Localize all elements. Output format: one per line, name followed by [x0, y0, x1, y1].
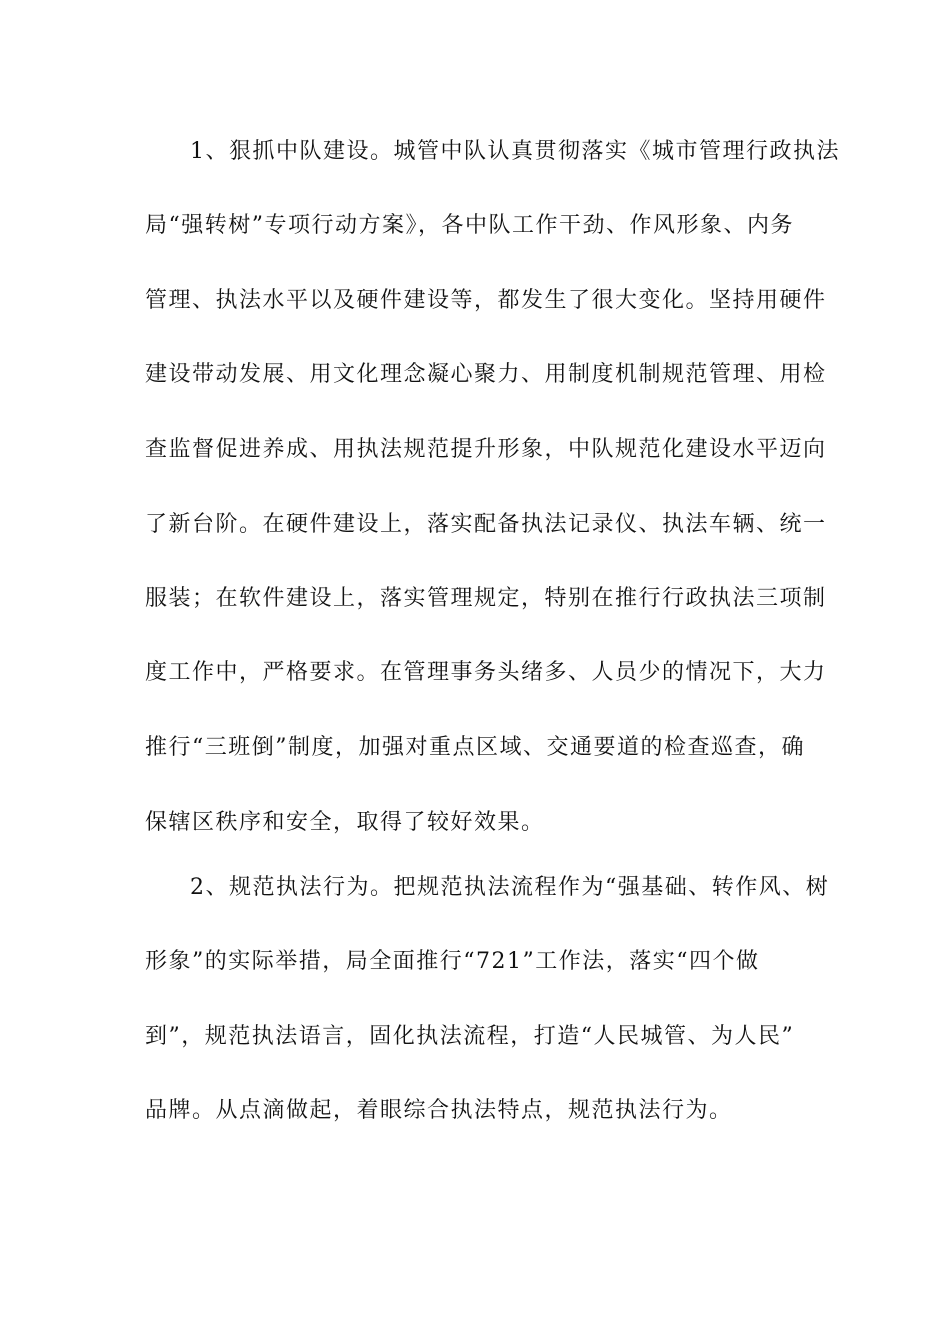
text-line: 品牌。从点滴做起，着眼综合执法特点，规范执法行为。 — [145, 1098, 733, 1123]
text-line: 推行“三班倒”制度，加强对重点区域、交通要道的检查巡查，确 — [145, 735, 805, 760]
text-line: 到”，规范执法语言，固化执法流程，打造“人民城管、为人民” — [145, 1024, 795, 1049]
text-line: 2、规范执法行为。把规范执法流程作为“强基础、转作风、树 — [190, 875, 830, 900]
text-line: 了新台阶。在硬件建设上，落实配备执法记录仪、执法车辆、统一 — [145, 512, 827, 537]
text-line: 1、狠抓中队建设。城管中队认真贯彻落实《城市管理行政执法 — [190, 139, 840, 164]
text-line: 保辖区秩序和安全，取得了较好效果。 — [145, 810, 545, 835]
text-line: 建设带动发展、用文化理念凝心聚力、用制度机制规范管理、用检 — [145, 362, 827, 387]
text-line: 局“强转树”专项行动方案》，各中队工作干劲、作风形象、内务 — [145, 213, 794, 238]
text-line: 度工作中，严格要求。在管理事务头绪多、人员少的情况下，大力 — [145, 660, 827, 685]
text-line: 管理、执法水平以及硬件建设等，都发生了很大变化。坚持用硬件 — [145, 288, 827, 313]
text-line: 查监督促进养成、用执法规范提升形象，中队规范化建设水平迈向 — [145, 437, 827, 462]
text-line: 形象”的实际举措，局全面推行“721”工作法，落实“四个做 — [145, 949, 760, 974]
text-line: 服装；在软件建设上，落实管理规定，特别在推行行政执法三项制 — [145, 586, 827, 611]
